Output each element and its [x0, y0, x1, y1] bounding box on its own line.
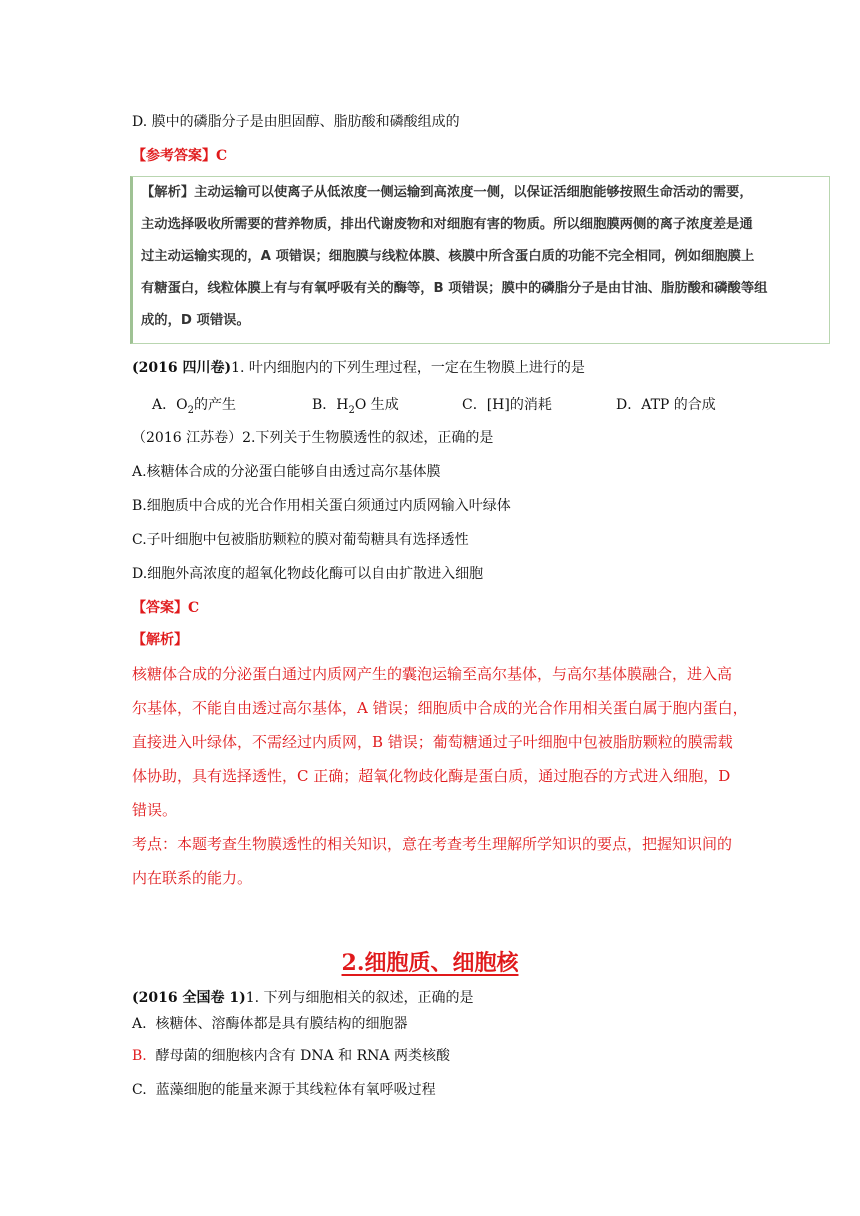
option-d: D.细胞外高浓度的超氧化物歧化酶可以自由扩散进入细胞: [132, 566, 484, 582]
analysis-line: 错误。: [132, 801, 178, 819]
option-d: D．ATP 的合成: [616, 397, 716, 413]
question-sichuan: [132, 358, 585, 378]
kaodian-line: 考点：本题考查生物膜透性的相关知识，意在考查考生理解所学知识的要点，把握知识间的: [132, 835, 733, 853]
option-c: C.子叶细胞中包被脂肪颗粒的膜对葡萄糖具有选择透性: [132, 532, 469, 548]
question-source: (2016 四川卷): [132, 360, 232, 376]
analysis-line: 核糖体合成的分泌蛋白通过内质网产生的囊泡运输至高尔基体，与高尔基体膜融合，进入高: [132, 665, 733, 683]
answer: 【答案】C: [132, 600, 200, 616]
option-b: B. 酵母菌的细胞核内含有 DNA 和 RNA 两类核酸: [132, 1048, 450, 1064]
question-quanguo: [132, 988, 474, 1008]
explanation-line: 【解析】主动运输可以使离子从低浓度一侧运输到高浓度一侧，以保证活细胞能够按照生命活动的需要，: [141, 185, 753, 200]
reference-answer: 【参考答案】C: [132, 148, 228, 164]
option-d-prev: D. 膜中的磷脂分子是由胆固醇、脂肪酸和磷酸组成的: [132, 114, 460, 130]
explanation-box: [130, 176, 830, 344]
section-title: 2.细胞质、细胞核: [341, 950, 519, 976]
analysis-line: 体协助，具有选择透性，C 正确；超氧化物歧化酶是蛋白质，通过胞吞的方式进入细胞，D: [132, 767, 731, 785]
question-source: (2016 全国卷 1): [132, 990, 246, 1006]
explanation-line: 过主动运输实现的，A 项错误；细胞膜与线粒体膜、核膜中所含蛋白质的功能不完全相同，例如细胞膜上: [141, 249, 755, 264]
kaodian-line: 内在联系的能力。: [132, 869, 253, 887]
analysis-label: 【解析】: [132, 632, 188, 648]
option-a: A. 核糖体、溶酶体都是具有膜结构的细胞器: [132, 1016, 408, 1032]
option-c: C．[H]的消耗: [462, 397, 552, 413]
explanation-line: 成的，D 项错误。: [141, 313, 250, 328]
analysis-line: 直接进入叶绿体，不需经过内质网，B 错误；葡萄糖通过子叶细胞中包被脂肪颗粒的膜需载: [132, 733, 733, 751]
option-c: C. 蓝藻细胞的能量来源于其线粒体有氧呼吸过程: [132, 1082, 436, 1098]
option-a: A.核糖体合成的分泌蛋白能够自由透过高尔基体膜: [132, 464, 441, 480]
question-jiangsu-stem: （2016 江苏卷）2.下列关于生物膜透性的叙述，正确的是: [132, 430, 494, 446]
question-stem: 1. 下列与细胞相关的叙述，正确的是: [245, 990, 474, 1006]
question-stem: 1. 叶内细胞内的下列生理过程，一定在生物膜上进行的是: [231, 360, 585, 376]
analysis-line: 尔基体，不能自由透过高尔基体，A 错误；细胞质中合成的光合作用相关蛋白属于胞内蛋白，: [132, 699, 748, 717]
explanation-line: 有糖蛋白，线粒体膜上有与有氧呼吸有关的酶等，B 项错误；膜中的磷脂分子是由甘油、脂肪酸和磷酸等组: [141, 281, 768, 296]
option-b: B．$H_2O$ 生成: [312, 397, 399, 416]
option-b: B.细胞质中合成的光合作用相关蛋白须通过内质网输入叶绿体: [132, 498, 511, 514]
explanation-line: 主动选择吸收所需要的营养物质，排出代谢废物和对细胞有害的物质。所以细胞膜两侧的离子浓度差是通: [141, 217, 753, 232]
option-a: A．$O_2$的产生: [152, 397, 236, 416]
